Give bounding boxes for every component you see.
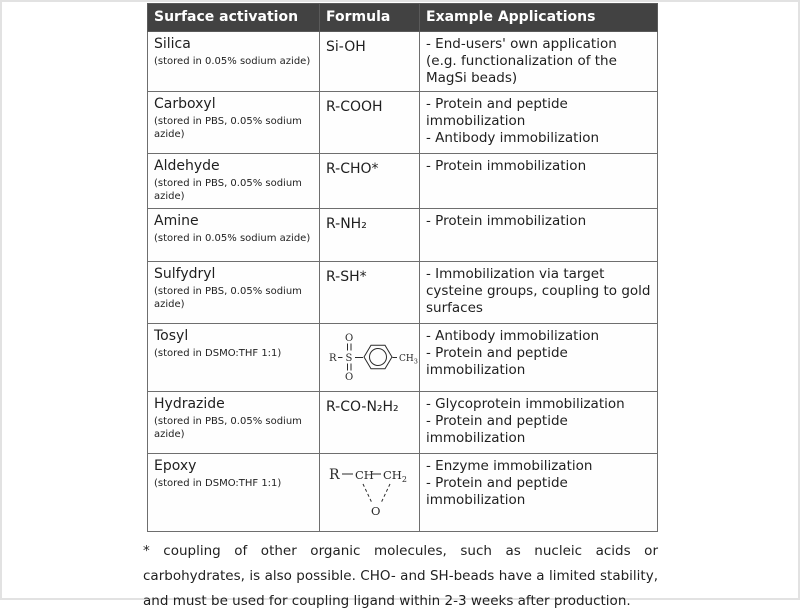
header-formula: Formula (320, 4, 420, 32)
table-row (148, 154, 658, 209)
application-item: - Protein and peptide immobilization (426, 412, 568, 446)
formula-cell (320, 324, 420, 392)
applications-cell (420, 454, 658, 532)
storage-note: (stored in DSMO:THF 1:1) (154, 477, 282, 489)
storage-note: (stored in DSMO:THF 1:1) (154, 347, 282, 359)
formula-text: Si-OH (326, 39, 366, 55)
applications-cell (420, 392, 658, 454)
application-item: - Immobilization via target cysteine groups, coupling to gold surfaces (426, 266, 651, 316)
activation-name: Sulfydryl (154, 266, 216, 282)
surface-activation-cell (148, 92, 320, 154)
table-row (148, 392, 658, 454)
applications-cell (420, 209, 658, 262)
tosyl-o-bottom-label: O (345, 372, 354, 382)
application-item: - Antibody immobilization (426, 328, 600, 344)
formula-text: R-NH₂ (326, 216, 367, 232)
applications-list (426, 96, 651, 147)
applications-cell (420, 154, 658, 209)
application-item: - Antibody immobilization (426, 129, 600, 146)
formula-cell (320, 262, 420, 324)
activation-name: Silica (154, 36, 191, 52)
application-item: - Glycoprotein immobilization (426, 396, 625, 412)
formula-cell (320, 32, 420, 92)
activation-name: Aldehyde (154, 158, 220, 174)
formula-cell (320, 92, 420, 154)
header-surface-activation: Surface activation (148, 4, 320, 32)
surface-activation-cell (148, 454, 320, 532)
table-row (148, 92, 658, 154)
table-row (148, 454, 658, 532)
surface-activation-cell (148, 209, 320, 262)
application-item: - Protein and peptide immobilization (426, 474, 568, 508)
surface-activation-table (147, 3, 658, 532)
storage-note: (stored in 0.05% sodium azide) (154, 55, 311, 67)
surface-activation-table-wrap (147, 3, 658, 532)
applications-cell (420, 324, 658, 392)
storage-note: (stored in 0.05% sodium azide) (154, 232, 311, 244)
formula-cell (320, 392, 420, 454)
tosyl-structure (326, 330, 421, 382)
activation-name: Epoxy (154, 458, 197, 474)
activation-name: Tosyl (154, 328, 189, 344)
application-item: - End-users' own application (e.g. functionalization of the MagSi beads) (426, 36, 617, 86)
formula-text: R-CO-N₂H₂ (326, 399, 399, 415)
applications-list (426, 328, 651, 379)
application-item: - Protein and peptide immobilization (426, 344, 568, 378)
table-row (148, 209, 658, 262)
applications-list (426, 458, 651, 509)
applications-cell (420, 32, 658, 92)
table-body (148, 32, 658, 532)
epoxy-ch2-label: $CH_2$ (383, 468, 407, 484)
table-header-row (148, 4, 658, 32)
surface-activation-cell (148, 262, 320, 324)
activation-name: Amine (154, 213, 199, 229)
storage-note: (stored in PBS, 0.05% sodium azide) (154, 177, 302, 202)
formula-cell (320, 154, 420, 209)
storage-note: (stored in PBS, 0.05% sodium azide) (154, 415, 302, 440)
formula-text: R-COOH (326, 99, 383, 115)
formula-cell (320, 454, 420, 532)
surface-activation-cell (148, 324, 320, 392)
surface-activation-cell (148, 392, 320, 454)
formula-cell (320, 209, 420, 262)
table-row (148, 324, 658, 392)
epoxy-o-label: O (371, 504, 381, 518)
formula-text: R-CHO* (326, 161, 379, 177)
activation-name: Carboxyl (154, 96, 216, 112)
applications-list (426, 213, 651, 230)
application-item: - Enzyme immobilization (426, 458, 593, 474)
table-row (148, 32, 658, 92)
tosyl-s-label: S (345, 353, 353, 364)
application-item: - Protein immobilization (426, 158, 587, 174)
surface-activation-cell (148, 154, 320, 209)
table-row (148, 262, 658, 324)
activation-name: Hydrazide (154, 396, 225, 412)
epoxy-structure (326, 460, 426, 518)
tosyl-o-top-label: O (345, 333, 354, 344)
formula-text: R-SH* (326, 269, 367, 285)
applications-list (426, 36, 651, 87)
applications-cell (420, 92, 658, 154)
surface-activation-cell (148, 32, 320, 92)
epoxy-r-label: R (329, 467, 340, 483)
application-item: - Protein immobilization (426, 213, 587, 229)
applications-list (426, 158, 651, 175)
tosyl-r-label: R (329, 353, 337, 364)
application-item: - Protein and peptide immobilization (426, 96, 568, 129)
storage-note: (stored in PBS, 0.05% sodium azide) (154, 285, 302, 310)
applications-list (426, 396, 651, 447)
applications-list (426, 266, 651, 317)
header-example-applications: Example Applications (420, 4, 658, 32)
applications-cell (420, 262, 658, 324)
tosyl-methyl-label: $CH_3$ (399, 354, 418, 366)
storage-note: (stored in PBS, 0.05% sodium azide) (154, 115, 302, 140)
footnote: * coupling of other organic molecules, such as nucleic acids or carbohydrates, is also possible. CHO- and SH-beads have a limited stability, and must be used for coupling ligand within 2-3 weeks after production. (143, 543, 658, 609)
benzene-circle (370, 349, 387, 366)
epoxy-ch-label: CH (355, 468, 374, 482)
